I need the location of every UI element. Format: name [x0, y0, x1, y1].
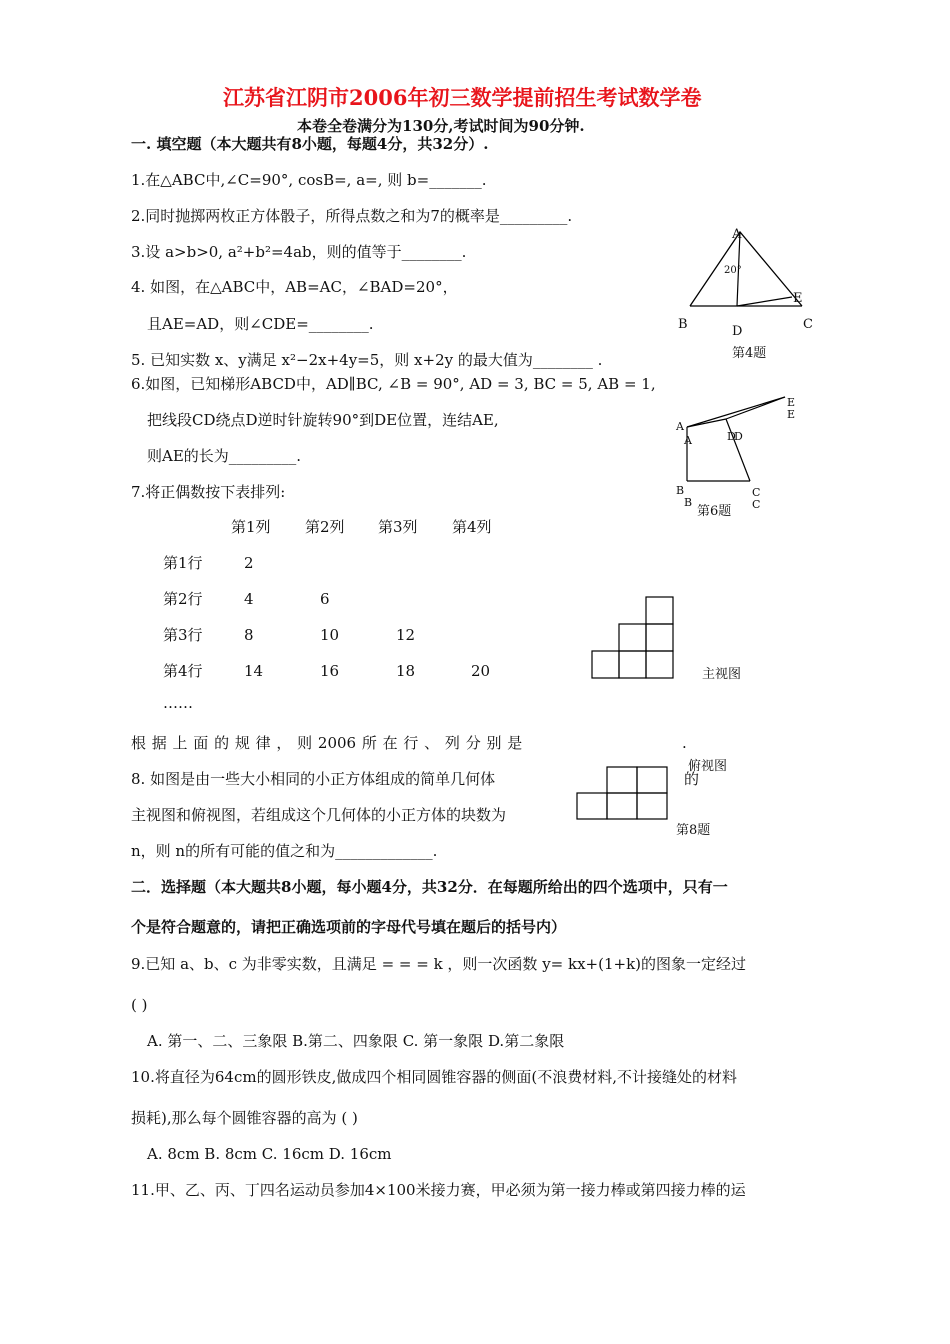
- table-cell: 4: [244, 590, 254, 608]
- top-view-diagram: [576, 757, 672, 823]
- section1-header: 一. 填空题（本大题共有8小题，每题4分，共32分）.: [131, 135, 489, 153]
- top-view-figure: [576, 757, 736, 839]
- question-7-intro: 7.将正偶数按下表排列:: [131, 483, 286, 501]
- question-4-line2: 且AE=AD，则∠CDE=________.: [147, 315, 374, 333]
- row-label: 第1行: [163, 554, 203, 572]
- figure-4-caption: 第4题: [732, 346, 767, 361]
- table-cell: 20: [471, 662, 491, 680]
- point-label-b: B: [676, 484, 685, 497]
- question-11-line1: 11.甲、乙、丙、丁四名运动员参加4×100米接力赛，甲必须为第一接力棒或第四接力棒的运: [131, 1181, 746, 1199]
- point-label-e: E: [787, 396, 796, 409]
- col-header: 第4列: [452, 518, 492, 536]
- question-9-line2: ( ): [131, 996, 148, 1014]
- question-9-options: A. 第一、二、三象限 B.第二、四象限 C. 第一象限 D.第二象限: [147, 1032, 565, 1050]
- question-10-options: A. 8cm B. 8cm C. 16cm D. 16cm: [147, 1145, 392, 1163]
- question-5: 5. 已知实数 x、y满足 x²−2x+4y=5，则 x+2y 的最大值为________ .: [131, 351, 603, 369]
- question-8-line3: n，则 n的所有可能的值之和为_____________.: [131, 842, 438, 860]
- question-6-line2: 把线段CD绕点D逆时针旋转90°到DE位置，连结AE,: [147, 411, 499, 429]
- question-8-de: 的: [684, 770, 700, 788]
- row-label: 第2行: [163, 590, 203, 608]
- point-label-c: C: [752, 498, 761, 511]
- point-label-a: A: [684, 434, 692, 447]
- question-1: 1.在△ABC中,∠C=90°, cosB=, a=, 则 b=_______.: [131, 171, 487, 189]
- question-9-line1: 9.已知 a、b、c 为非零实数，且满足 = = = k ，则一次函数 y= kx+(1+k)的图象一定经过: [131, 955, 747, 973]
- figure-6: [670, 392, 805, 522]
- point-label-d: D: [732, 324, 743, 339]
- question-10-line1: 10.将直径为64cm的圆形铁皮,做成四个相同圆锥容器的侧面(不浪费材料,不计接缝处的材料: [131, 1068, 737, 1086]
- figure-6-caption: 第6题: [697, 504, 732, 519]
- table-cell: 2: [244, 554, 254, 572]
- point-label-b: B: [684, 496, 693, 509]
- question-10-line2: 损耗),那么每个圆锥容器的高为 ( ): [131, 1109, 358, 1127]
- point-label-b: B: [678, 317, 688, 332]
- top-view-caption: 俯视图: [688, 759, 728, 774]
- question-4-line1: 4. 如图，在△ABC中，AB=AC，∠BAD=20°，: [131, 278, 458, 296]
- section2-header-line2: 个是符合题意的，请把正确选项前的字母代号填在题后的括号内）: [131, 918, 567, 936]
- point-label-c: C: [752, 486, 761, 499]
- col-header: 第1列: [231, 518, 271, 536]
- main-view-figure: [590, 596, 760, 688]
- question-2: 2.同时抛掷两枚正方体骰子，所得点数之和为7的概率是_________.: [131, 207, 573, 225]
- row-label: 第3行: [163, 626, 203, 644]
- question-7-period: .: [682, 734, 687, 752]
- table-cell: 6: [320, 590, 330, 608]
- row-label: 第4行: [163, 662, 203, 680]
- col-header: 第3列: [378, 518, 418, 536]
- table-cell: 10: [320, 626, 340, 644]
- table-cell: 16: [320, 662, 340, 680]
- figure-4: [670, 222, 830, 367]
- table-cell: 18: [396, 662, 416, 680]
- col-header: 第2列: [305, 518, 345, 536]
- main-view-caption: 主视图: [702, 667, 742, 682]
- point-label-a: A: [732, 227, 742, 242]
- exam-info: 本卷全卷满分为130分,考试时间为90分钟.: [297, 117, 585, 135]
- point-label-d: D: [727, 430, 736, 443]
- question-6-line3: 则AE的长为_________.: [147, 447, 302, 465]
- point-label-e: E: [793, 291, 803, 306]
- table-ellipsis: ……: [163, 694, 193, 712]
- table-cell: 12: [396, 626, 416, 644]
- figure-8-caption: 第8题: [676, 823, 711, 838]
- table-cell: 8: [244, 626, 254, 644]
- question-3: 3.设 a>b>0, a²+b²=4ab，则的值等于________.: [131, 243, 467, 261]
- table-cell: 14: [244, 662, 264, 680]
- point-label-c: C: [803, 317, 813, 332]
- angle-label: 20°: [724, 265, 742, 276]
- section2-header-line1: 二．选择题（本大题共8小题，每小题4分，共32分．在每题所给出的四个选项中，只有一: [131, 878, 728, 896]
- page-title: 江苏省江阴市2006年初三数学提前招生考试数学卷: [223, 85, 702, 110]
- question-8-line2: 主视图和俯视图，若组成这个几何体的小正方体的块数为: [131, 806, 507, 824]
- question-6-line1: 6.如图，已知梯形ABCD中，AD∥BC, ∠B = 90°, AD = 3, BC = 5, AB = 1,: [131, 375, 656, 393]
- point-label-d: D: [734, 430, 743, 443]
- question-8-line1: 8. 如图是由一些大小相同的小正方体组成的简单几何体: [131, 770, 496, 788]
- main-view-diagram: [590, 596, 685, 680]
- point-label-e: E: [787, 408, 796, 421]
- point-label-a: A: [676, 420, 684, 433]
- question-7-answer: 根 据 上 面 的 规 律 ， 则 2006 所 在 行 、 列 分 别 是: [131, 734, 523, 752]
